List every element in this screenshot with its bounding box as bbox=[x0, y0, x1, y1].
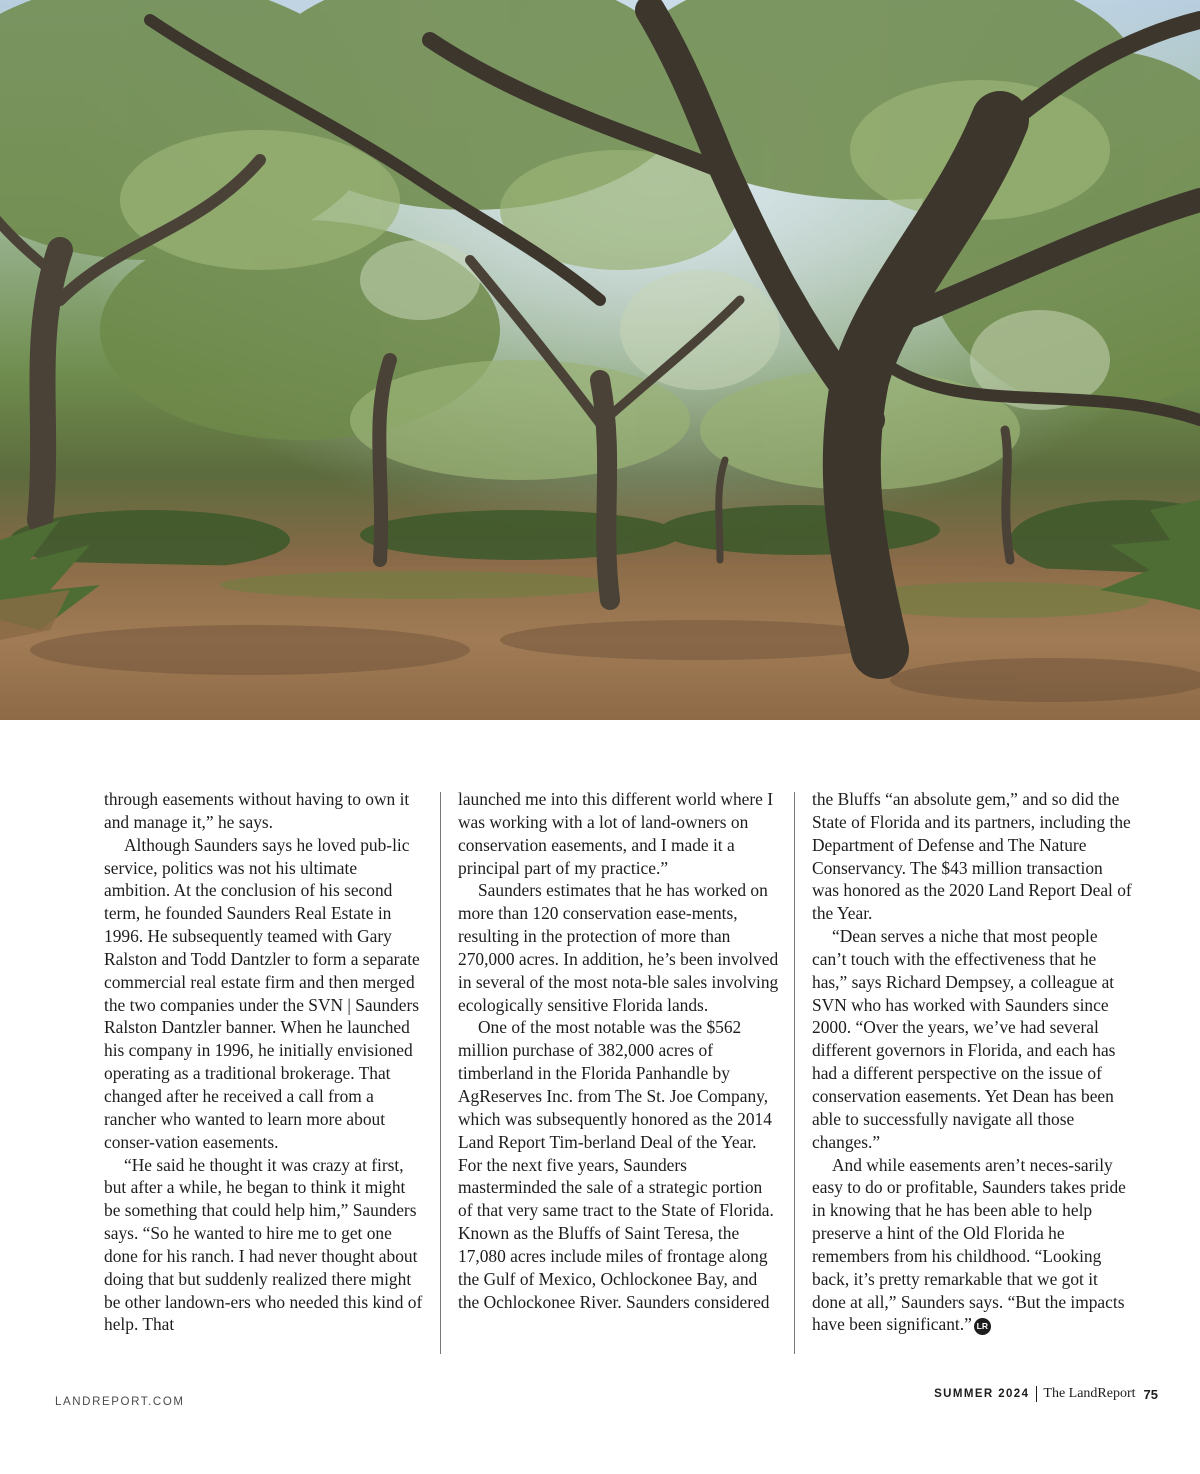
column-rule-2 bbox=[794, 792, 795, 1354]
paragraph: “Dean serves a niche that most people can’t touch with the effectiveness that he has,” says Richard Dempsey, a colleague at SVN who has worked with Saunders since 2000. “Over the years, we’ve had several different governors in Florida, and each has had a different perspective on the issue of conservation easements. Yet Dean has been able to successfully navigate all those changes.” bbox=[812, 926, 1116, 1152]
page-number: 75 bbox=[1143, 1386, 1158, 1402]
paragraph: through easements without having to own it and manage it,” he says. bbox=[104, 789, 410, 832]
live-oak-forest-photo bbox=[0, 0, 1200, 720]
paragraph: Saunders estimates that he has worked on more than 120 conservation ease-ments, resulting in the protection of more than 270,000 acres. In addition, he’s been involved in several of the most nota-ble sales involving ecologically sensitive Florida lands. bbox=[458, 880, 779, 1015]
final-paragraph-text: And while easements aren’t neces-sarily easy to do or profitable, Saunders takes pride in knowing that he has been able to help preserve a hint of the Old Florida he remembers from his childhood. “Looking back, it’s pretty remarkable that we got it done at all,” Saunders says. “But the impacts have been significant.” bbox=[812, 1154, 1126, 1335]
paragraph: the Bluffs “an absolute gem,” and so did the State of Florida and its partners, including the Department of Defense and The Nature Conservancy. The $43 million transaction was honored as the 2020 Land Report Deal of the Year. bbox=[812, 789, 1132, 924]
article-column-2 bbox=[458, 788, 780, 1313]
column-rule-1 bbox=[440, 792, 441, 1354]
paragraph bbox=[812, 1154, 1134, 1337]
end-mark-logo-icon: LR bbox=[974, 1318, 991, 1335]
footer-website: LANDREPORT.COM bbox=[55, 1396, 185, 1408]
article-column-1 bbox=[104, 788, 426, 1336]
magazine-name: The LandReport bbox=[1043, 1386, 1136, 1401]
issue-date: SUMMER 2024 bbox=[934, 1388, 1030, 1400]
folio-divider bbox=[1036, 1386, 1037, 1402]
footer-folio bbox=[934, 1386, 1158, 1402]
paragraph: One of the most notable was the $562 million purchase of 382,000 acres of timberland in the Florida Panhandle by AgReserves Inc. from The St. Joe Company, which was subsequently honored as the 2014 Land Report Tim-berland Deal of the Year. For the next five years, Saunders masterminded the sale of a strategic portion of that very same tract to the State of Florida. Known as the Bluffs of Saint Teresa, the 17,080 acres include miles of frontage along the Gulf of Mexico, Ochlockonee Bay, and the Ochlockonee River. Saunders considered bbox=[458, 1017, 774, 1312]
oak-trees-illustration bbox=[0, 0, 1200, 720]
article-column-3 bbox=[812, 788, 1134, 1336]
paragraph: “He said he thought it was crazy at first, but after a while, he began to think it might be something that could help him,” Saunders says. “So he wanted to hire me to get one done for his ranch. I had never thought about doing that but suddenly realized there might be other landown-ers who needed this kind of help. That bbox=[104, 1154, 423, 1335]
paragraph: Although Saunders says he loved pub-lic service, politics was not his ultimate ambition. At the conclusion of his second term, he founded Saunders Real Estate in 1996. He subsequently teamed with Gary Ralston and Todd Dantzler to form a separate commercial real estate firm and then merged the two companies under the SVN | Saunders Ralston Dantzler banner. When he launched his company in 1996, he initially envisioned operating as a traditional brokerage. That changed after he received a call from a rancher who wanted to learn more about conser-vation easements. bbox=[104, 834, 420, 1152]
paragraph: launched me into this different world where I was working with a lot of land-owners on conservation easements, and I made it a principal part of my practice.” bbox=[458, 789, 774, 878]
